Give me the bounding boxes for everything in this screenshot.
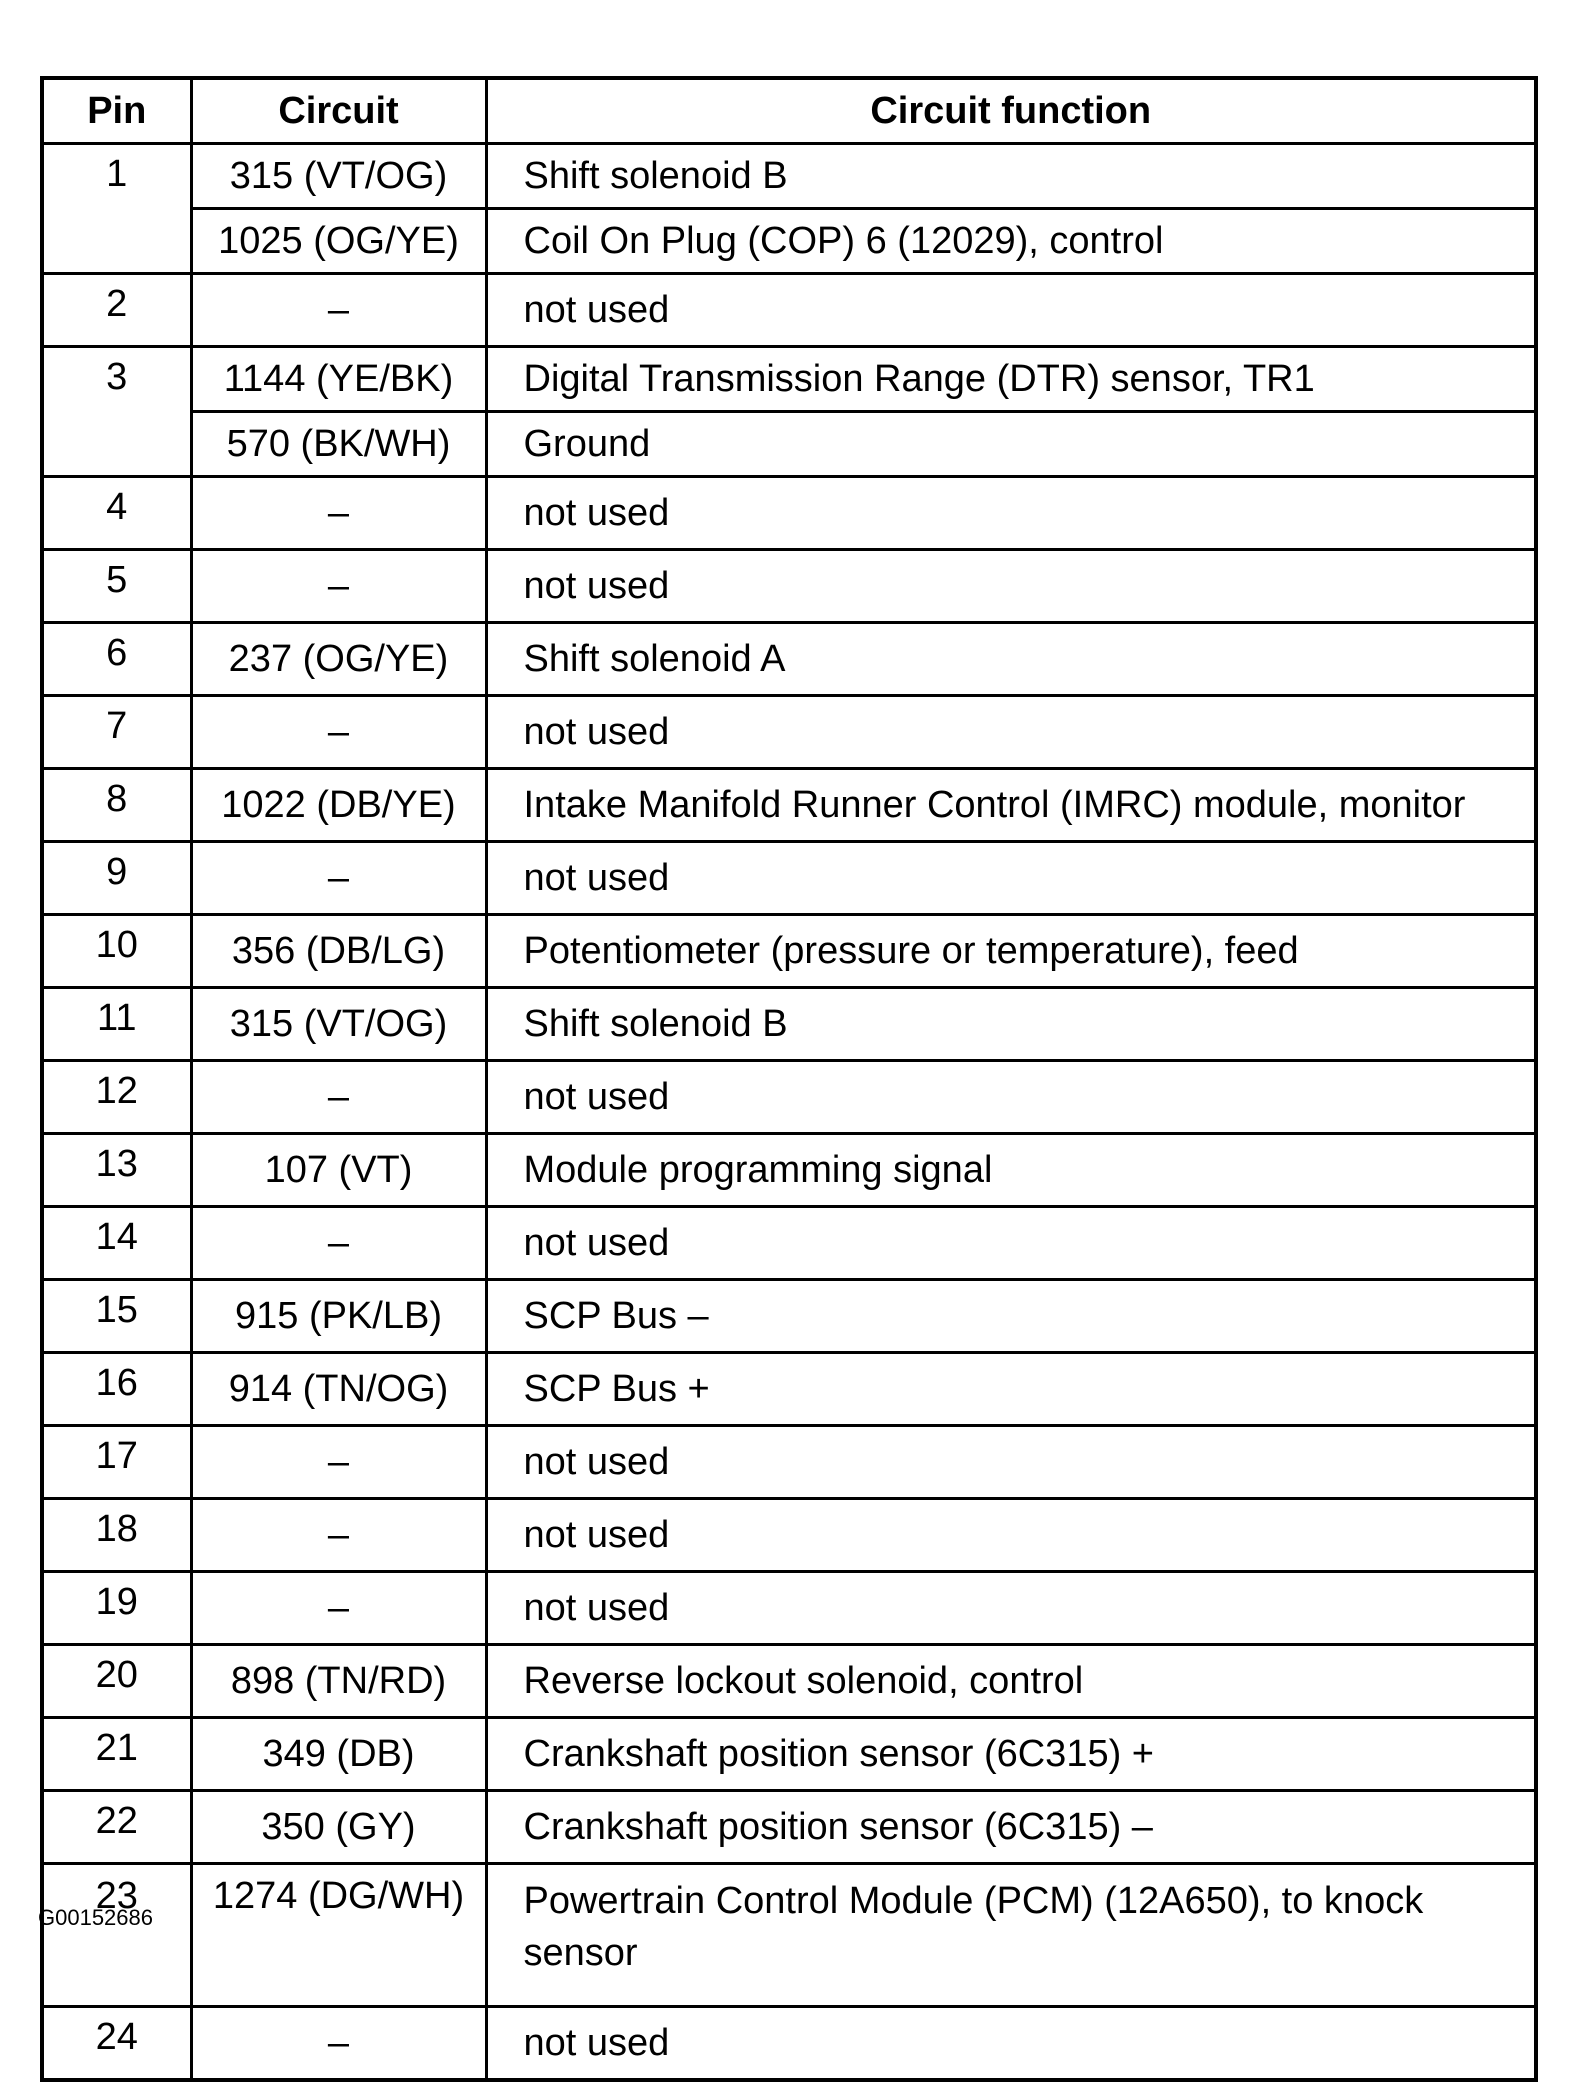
table-row	[42, 1207, 1536, 1280]
circuit-code: –	[191, 2007, 486, 2081]
table-row	[42, 412, 1536, 477]
circuit-function: Coil On Plug (COP) 6 (12029), control	[486, 209, 1536, 274]
circuit-code: 237 (OG/YE)	[191, 623, 486, 696]
pinout-table	[40, 76, 1538, 2082]
circuit-code: –	[191, 274, 486, 347]
pin-number: 11	[42, 988, 191, 1061]
circuit-code: –	[191, 477, 486, 550]
table-row	[42, 1864, 1536, 2007]
pin-number: 7	[42, 696, 191, 769]
pin-number: 4	[42, 477, 191, 550]
pin-number: 18	[42, 1499, 191, 1572]
header-row	[42, 78, 1536, 144]
circuit-code: –	[191, 1061, 486, 1134]
circuit-code: 898 (TN/RD)	[191, 1645, 486, 1718]
circuit-function: not used	[486, 1207, 1536, 1280]
pin-number: 2	[42, 274, 191, 347]
pin-number: 1	[42, 144, 191, 274]
pin-number: 9	[42, 842, 191, 915]
table-row	[42, 1645, 1536, 1718]
circuit-function: Intake Manifold Runner Control (IMRC) module, monitor	[486, 769, 1536, 842]
table-row	[42, 347, 1536, 412]
circuit-code: 315 (VT/OG)	[191, 144, 486, 209]
circuit-code: –	[191, 1207, 486, 1280]
pin-number: 14	[42, 1207, 191, 1280]
pin-number: 20	[42, 1645, 191, 1718]
table-row	[42, 550, 1536, 623]
pin-number: 22	[42, 1791, 191, 1864]
circuit-code: 1144 (YE/BK)	[191, 347, 486, 412]
header-circuit-function: Circuit function	[486, 78, 1536, 144]
table-row	[42, 1280, 1536, 1353]
circuit-code: –	[191, 1426, 486, 1499]
table-row	[42, 1572, 1536, 1645]
circuit-function: Shift solenoid B	[486, 144, 1536, 209]
circuit-code: 356 (DB/LG)	[191, 915, 486, 988]
pinout-sheet	[40, 76, 1538, 2082]
figure-id: G00152686	[38, 1905, 153, 1930]
circuit-code: 349 (DB)	[191, 1718, 486, 1791]
circuit-function: not used	[486, 842, 1536, 915]
circuit-function: Crankshaft position sensor (6C315) –	[486, 1791, 1536, 1864]
circuit-code: –	[191, 1499, 486, 1572]
pin-number: 8	[42, 769, 191, 842]
circuit-function: not used	[486, 1499, 1536, 1572]
table-row	[42, 696, 1536, 769]
circuit-function: Digital Transmission Range (DTR) sensor, TR1	[486, 347, 1536, 412]
header-pin: Pin	[42, 78, 191, 144]
circuit-code: –	[191, 842, 486, 915]
circuit-code: –	[191, 1572, 486, 1645]
circuit-function: Powertrain Control Module (PCM) (12A650), to knock sensor	[486, 1864, 1536, 2007]
circuit-function: Module programming signal	[486, 1134, 1536, 1207]
table-row	[42, 274, 1536, 347]
table-row	[42, 769, 1536, 842]
circuit-function: not used	[486, 1426, 1536, 1499]
pinout-table-body	[42, 144, 1536, 2081]
table-row	[42, 1061, 1536, 1134]
circuit-code: 350 (GY)	[191, 1791, 486, 1864]
circuit-code: 1274 (DG/WH)	[191, 1864, 486, 2007]
circuit-function: not used	[486, 1572, 1536, 1645]
pin-number: 12	[42, 1061, 191, 1134]
pin-number: 21	[42, 1718, 191, 1791]
pin-number: 3	[42, 347, 191, 477]
pin-number: 19	[42, 1572, 191, 1645]
table-row	[42, 477, 1536, 550]
table-row	[42, 988, 1536, 1061]
pin-number: 10	[42, 915, 191, 988]
circuit-code: –	[191, 696, 486, 769]
pin-number: 16	[42, 1353, 191, 1426]
circuit-function: SCP Bus –	[486, 1280, 1536, 1353]
circuit-function: not used	[486, 696, 1536, 769]
circuit-code: 915 (PK/LB)	[191, 1280, 486, 1353]
header-circuit: Circuit	[191, 78, 486, 144]
circuit-function: SCP Bus +	[486, 1353, 1536, 1426]
circuit-function: Potentiometer (pressure or temperature), feed	[486, 915, 1536, 988]
circuit-function: not used	[486, 550, 1536, 623]
circuit-code: 107 (VT)	[191, 1134, 486, 1207]
table-row	[42, 1499, 1536, 1572]
table-row	[42, 2007, 1536, 2081]
table-row	[42, 1426, 1536, 1499]
circuit-function: not used	[486, 274, 1536, 347]
circuit-function: Ground	[486, 412, 1536, 477]
circuit-function: not used	[486, 477, 1536, 550]
table-row	[42, 1134, 1536, 1207]
circuit-code: 315 (VT/OG)	[191, 988, 486, 1061]
table-row	[42, 1791, 1536, 1864]
pin-number: 23	[42, 1864, 191, 2007]
circuit-function: not used	[486, 1061, 1536, 1134]
pin-number: 15	[42, 1280, 191, 1353]
circuit-code: 570 (BK/WH)	[191, 412, 486, 477]
pin-number: 13	[42, 1134, 191, 1207]
table-row	[42, 842, 1536, 915]
table-row	[42, 915, 1536, 988]
table-row	[42, 209, 1536, 274]
circuit-code: 1022 (DB/YE)	[191, 769, 486, 842]
table-row	[42, 1353, 1536, 1426]
table-row	[42, 623, 1536, 696]
circuit-function: Shift solenoid A	[486, 623, 1536, 696]
circuit-function: Reverse lockout solenoid, control	[486, 1645, 1536, 1718]
circuit-code: 914 (TN/OG)	[191, 1353, 486, 1426]
pin-number: 17	[42, 1426, 191, 1499]
pin-number: 6	[42, 623, 191, 696]
circuit-function: not used	[486, 2007, 1536, 2081]
table-row	[42, 1718, 1536, 1791]
circuit-code: –	[191, 550, 486, 623]
table-row	[42, 144, 1536, 209]
circuit-function: Crankshaft position sensor (6C315) +	[486, 1718, 1536, 1791]
pin-number: 5	[42, 550, 191, 623]
circuit-function: Shift solenoid B	[486, 988, 1536, 1061]
pin-number: 24	[42, 2007, 191, 2081]
circuit-code: 1025 (OG/YE)	[191, 209, 486, 274]
